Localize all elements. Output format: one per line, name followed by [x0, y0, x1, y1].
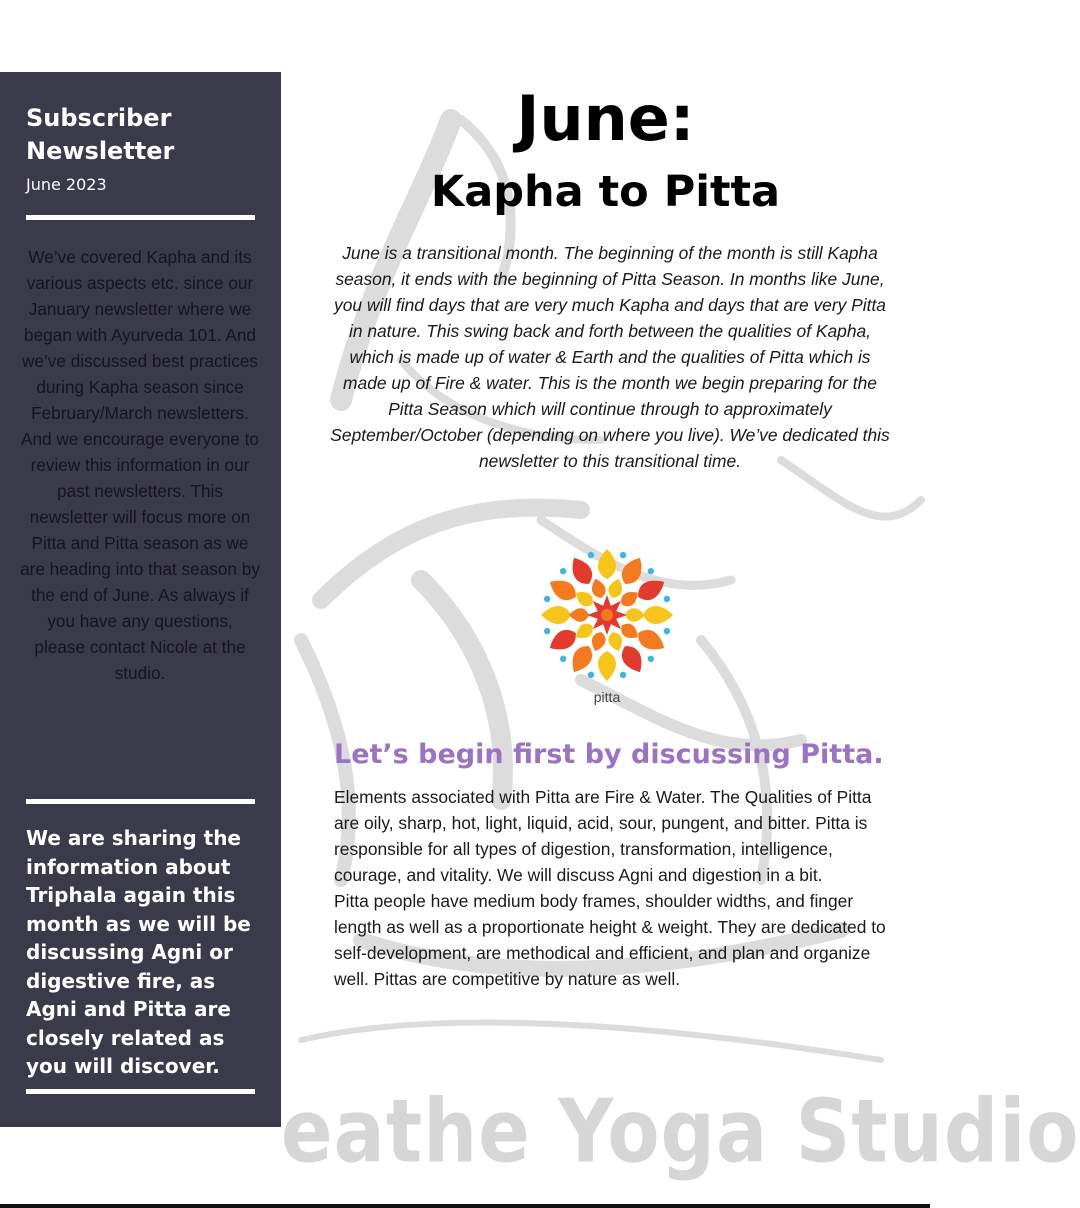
- sidebar-title-line2: Newsletter: [26, 137, 175, 165]
- sidebar-highlight-text: We are sharing the information about Triphala again this month as we will be discussing Agni or digestive fire, as Agni and Pitta are closely related as you will discover.: [26, 826, 251, 1078]
- intro-paragraph: June is a transitional month. The beginning of the month is still Kapha season, it ends with the beginning of Pitta Season. In months like June, you will find days that are very much Kapha and days that are very Pitta in nature. This swing back and forth between the qualities of Kapha, which is made up of water & Earth and the qualities of Pitta which is made up of Fire & water. This is the month we begin preparing for the Pitta Season which will continue through to approximately September/October (depending on where you live). We’ve dedicated this newsletter to this transitional time.: [330, 243, 890, 471]
- mandala-outer-petal: [545, 625, 580, 656]
- mandala-outer-petal: [541, 606, 571, 624]
- sidebar-intro-text: We’ve covered Kapha and its various aspects etc. since our January newsletter where we began with Ayurveda 101. And we’ve discussed best practices during Kapha season since February/March newsletters. And we encourage everyone to review this information in our past newsletters. This newsletter will focus more on Pitta and Pitta season as we are heading into that season by the end of June. As always if you have any questions, please contact Nicole at the studio.: [20, 247, 260, 683]
- sidebar-title: [26, 102, 174, 168]
- watermark-text: eathe Yoga Studio: [281, 1080, 1080, 1183]
- page-title: June:: [516, 82, 695, 155]
- mandala-center: [601, 609, 613, 621]
- mandala-dot: [587, 551, 595, 559]
- sidebar-panel: [0, 72, 281, 1127]
- mandala-dot: [587, 671, 595, 679]
- pitta-description: [334, 784, 894, 992]
- mandala-outer-petal: [643, 606, 673, 624]
- mandala-dot: [559, 654, 568, 663]
- mandala-dot: [543, 627, 551, 635]
- mandala-outer-petal: [617, 553, 648, 588]
- mandala-dot: [663, 627, 671, 635]
- mandala-dot: [646, 567, 655, 576]
- mandala-dot: [559, 567, 568, 576]
- mandala-outer-petal: [634, 574, 669, 605]
- mandala-outer-petal: [598, 549, 616, 579]
- mandala-outer-petal: [566, 553, 597, 588]
- mandala-outer-petal: [617, 642, 648, 677]
- pitta-paragraph-1: Elements associated with Pitta are Fire & Water. The Qualities of Pitta are oily, sharp, hot, light, liquid, acid, sour, pungent, and bitter. Pitta is responsible for all types of digestion, transformation, intelligence, courage, and vitality. We will discuss Agni and digestion in a bit.: [334, 787, 872, 885]
- mandala-inner-petal: [625, 608, 645, 622]
- sidebar-divider-middle: [26, 799, 255, 804]
- mandala-dot: [619, 671, 627, 679]
- page-subtitle: Kapha to Pitta: [430, 167, 781, 217]
- mandala-outer-petal: [545, 574, 580, 605]
- bottom-border: [0, 1204, 930, 1208]
- mandala-outer-petal: [566, 642, 597, 677]
- mandala-inner-petal: [569, 608, 589, 622]
- mandala-outer-petal: [598, 651, 616, 681]
- sidebar-title-line1: Subscriber: [26, 104, 172, 132]
- mandala-dot: [646, 654, 655, 663]
- mandala-dot: [619, 551, 627, 559]
- pitta-mandala-logo-icon: [537, 545, 677, 685]
- sidebar-divider-top: [26, 215, 255, 220]
- sidebar-divider-bottom: [26, 1089, 255, 1094]
- mandala-dot: [543, 595, 551, 603]
- mandala-dot: [663, 595, 671, 603]
- section-heading: Let’s begin first by discussing Pitta.: [334, 739, 884, 770]
- pitta-logo-label: pitta: [593, 689, 621, 705]
- pitta-paragraph-2: Pitta people have medium body frames, shoulder widths, and finger length as well as a proportionate height & weight. They are dedicated to self-development, are methodical and efficient, and plan and organize well. Pittas are competitive by nature as well.: [334, 891, 886, 989]
- newsletter-date: June 2023: [26, 175, 107, 194]
- mandala-outer-petal: [634, 625, 669, 656]
